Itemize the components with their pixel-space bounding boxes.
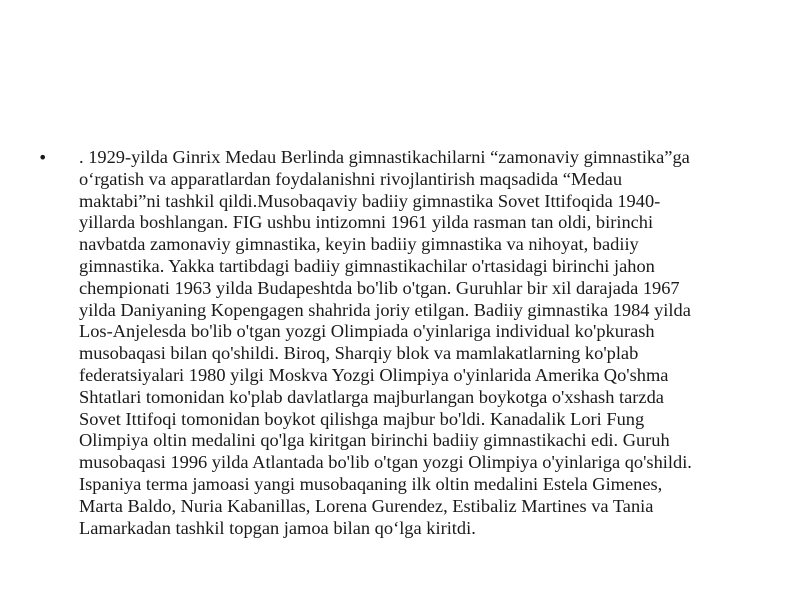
bullet-marker: • [38,148,48,167]
bullet-list [38,147,758,539]
bullet-item [38,147,758,539]
bullet-text: . 1929-yilda Ginrix Medau Berlinda gimnastikachilarni “zamonaviy gimnastika”ga o‘rgatish va apparatlardan foydalanishni rivojlantirish maqsadida “Medau maktabi”ni tashkil qildi.Musobaqaviy badiiy gimnastika Sovet Ittifoqida 1940- yillarda boshlangan. FIG ushbu intizomni 1961 yilda rasman tan oldi, birinchi navbatda zamonaviy gimnastika, keyin badiiy gimnastika va nihoyat, badiiy gimnastika. Yakka tartibdagi badiiy gimnastikachilar o'rtasidagi birinchi jahon chempionati 1963 yilda Budapeshtda bo'lib o'tgan. Guruhlar bir xil darajada 1967 yilda Daniyaning Kopengagen shahrida joriy etilgan. Badiiy gimnastika 1984 yilda Los-Anjelesda bo'lib o'tgan yozgi Olimpiada o'yinlariga individual ko'pkurash musobaqasi bilan qo'shildi. Biroq, Sharqiy blok va mamlakatlarning ko'plab federatsiyalari 1980 yilgi Moskva Yozgi Olimpiya o'yinlarida Amerika Qo'shma Shtatlari tomonidan ko'plab davlatlarga majburlangan boykotga o'xshash tarzda Sovet Ittifoqi tomonidan boykot qilishga majbur bo'ldi. Kanadalik Lori Fung Olimpiya oltin medalini qo'lga kiritgan birinchi badiiy gimnastikachi edi. Guruh musobaqasi 1996 yilda Atlantada bo'lib o'tgan yozgi Olimpiya o'yinlariga qo'shildi. Ispaniya terma jamoasi yangi musobaqaning ilk oltin medalini Estela Gimenes, Marta Baldo, Nuria Kabanillas, Lorena Gurendez, Estibaliz Martines va Tania Lamarkadan tashkil topgan jamoa bilan qo‘lga kiritdi. [79,147,692,538]
